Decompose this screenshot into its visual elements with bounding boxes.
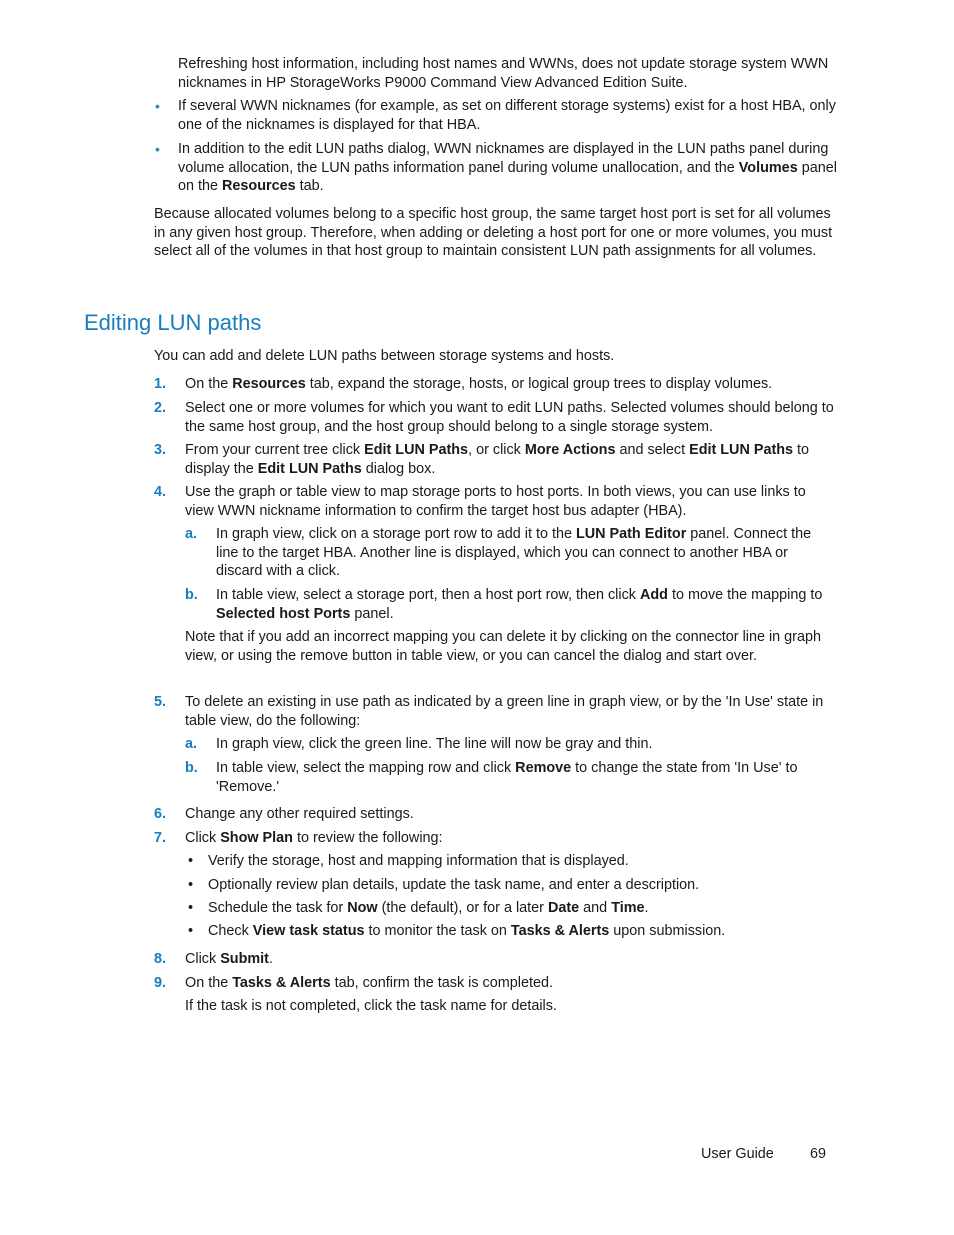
step-number: 7.	[154, 830, 167, 846]
bullet-dot: •	[188, 877, 194, 893]
step-4b: In table view, select a storage port, then a host port row, then click Add to move the mapping to Selected host Ports panel.	[216, 587, 823, 622]
step-5a: In graph view, click the green line. The line will now be gray and thin.	[216, 736, 653, 752]
step-6: Change any other required settings.	[185, 806, 414, 822]
step-5b: In table view, select the mapping row and click Remove to change the state from 'In Use' to 'Remove.'	[216, 760, 798, 795]
intro-bullet-2: In addition to the edit LUN paths dialog, WWN nicknames are displayed in the LUN paths panel during volume allocation, the LUN paths information panel during volume unallocation, and the Volumes panel on the Resources tab.	[178, 141, 837, 195]
intro-paragraph: Because allocated volumes belong to a specific host group, the same target host port is set for all volumes in any given host group. Therefore, when adding or deleting a host port for one or more volumes, you must select all of the volumes in that host group to maintain consistent LUN path assignments for all volumes.	[154, 206, 833, 260]
step-7-bullet: Optionally review plan details, update the task name, and enter a description.	[208, 877, 700, 893]
step-9: On the Tasks & Alerts tab, confirm the task is completed.	[185, 975, 553, 991]
step-number: 8.	[154, 951, 167, 967]
step-4-note: Note that if you add an incorrect mapping you can delete it by clicking on the connector line in graph view, or using the remove button in table view, or you can cancel the dialog and start over.	[185, 629, 821, 664]
intro-note: Refreshing host information, including host names and WWNs, does not update storage system WWN nicknames in HP StorageWorks P9000 Command View Advanced Edition Suite.	[178, 56, 829, 91]
bullet-dot: •	[155, 98, 160, 114]
footer-label: User Guide	[701, 1146, 774, 1162]
step-2: Select one or more volumes for which you want to edit LUN paths. Selected volumes should belong to the same host group, and the host group should belong to a single storage system.	[185, 400, 834, 435]
step-7-bullet: Schedule the task for Now (the default), or for a later Date and Time.	[208, 900, 649, 916]
step-5: To delete an existing in use path as indicated by a green line in graph view, or by the 'In Use' state in table view, do the following:	[185, 694, 824, 729]
substep-letter: a.	[185, 526, 198, 542]
step-1: On the Resources tab, expand the storage, hosts, or logical group trees to display volumes.	[185, 376, 773, 392]
bullet-dot: •	[188, 923, 194, 939]
step-number: 2.	[154, 400, 167, 416]
section-heading: Editing LUN paths	[84, 310, 262, 335]
substep-letter: b.	[185, 760, 198, 776]
step-number: 3.	[154, 442, 167, 458]
substep-letter: a.	[185, 736, 198, 752]
step-7-bullet: Check View task status to monitor the task on Tasks & Alerts upon submission.	[208, 923, 726, 939]
section-lead: You can add and delete LUN paths between storage systems and hosts.	[154, 348, 615, 364]
step-8: Click Submit.	[185, 951, 273, 967]
step-9-followup: If the task is not completed, click the task name for details.	[185, 998, 557, 1014]
bullet-dot: •	[188, 853, 194, 869]
step-number: 9.	[154, 975, 167, 991]
intro-bullet-1: If several WWN nicknames (for example, as set on different storage systems) exist for a host HBA, only one of the nicknames is displayed for that HBA.	[178, 98, 836, 133]
step-number: 5.	[154, 694, 167, 710]
bullet-dot: •	[188, 900, 194, 916]
step-number: 6.	[154, 806, 167, 822]
bullet-dot: •	[155, 141, 160, 157]
page-number: 69	[810, 1146, 827, 1162]
step-7: Click Show Plan to review the following:	[185, 830, 443, 846]
step-4: Use the graph or table view to map storage ports to host ports. In both views, you can use links to view WWN nickname information to confirm the target host bus adapter (HBA).	[185, 484, 806, 519]
step-number: 4.	[154, 484, 167, 500]
step-number: 1.	[154, 376, 167, 392]
step-4a: In graph view, click on a storage port row to add it to the LUN Path Editor panel. Connect the line to the target HBA. Another line is displayed, which you can connect to another HBA or discard with a click.	[216, 526, 812, 580]
step-3: From your current tree click Edit LUN Paths, or click More Actions and select Edit LUN Paths to display the Edit LUN Paths dialog box.	[185, 442, 810, 477]
substep-letter: b.	[185, 587, 198, 603]
step-7-bullet: Verify the storage, host and mapping information that is displayed.	[208, 853, 629, 869]
